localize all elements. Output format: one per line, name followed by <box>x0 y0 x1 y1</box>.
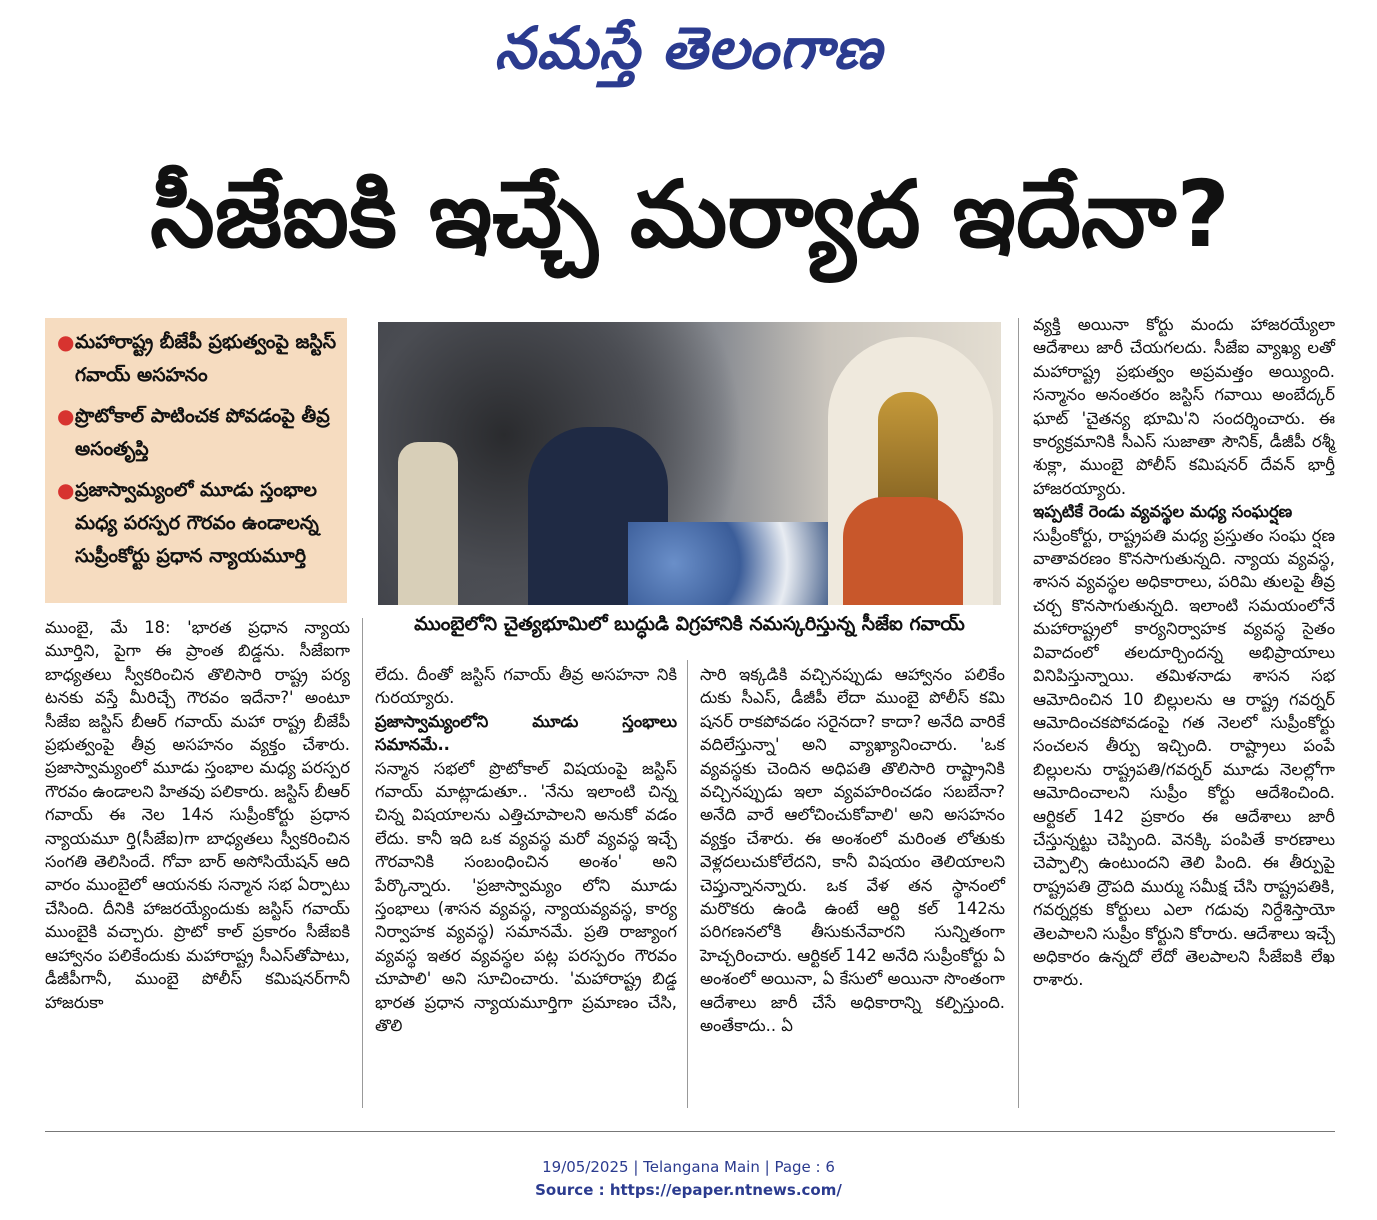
bullet-dot-icon: ● <box>57 330 75 354</box>
photo-monk <box>843 497 963 605</box>
article-column-4 <box>1033 313 1335 992</box>
footer-source-line: Source : https://epaper.ntnews.com/ <box>535 1181 842 1199</box>
bullet-dot-icon: ● <box>57 478 75 502</box>
article-paragraph: లేదు. దీంతో జస్టిస్ గవాయ్ తీవ్ర అసహనా నికి గురయ్యారు. <box>375 665 677 708</box>
article-column-2 <box>375 663 677 1038</box>
news-photo <box>378 322 1001 605</box>
article-subheading: ఇప్పటికే రెండు వ్యవస్థల మధ్య సంఘర్షణ <box>1033 502 1293 522</box>
bullet-dot-icon: ● <box>57 404 75 428</box>
highlight-item <box>57 400 337 466</box>
photo-police-officer <box>398 442 458 605</box>
column-divider <box>687 660 688 1108</box>
highlight-text: మహారాష్ట్ర బీజేపీ ప్రభుత్వంపై జస్టిస్ గవాయ్ అసహనం <box>75 331 337 386</box>
highlight-item <box>57 326 337 392</box>
article-paragraph: సారి ఇక్కడికి వచ్చినప్పుడు ఆహ్వానం పలికేం దుకు సీఎస్, డీజీపీ లేదా ముంబై పోలీస్ కమి షనర్ రాకపోవడం సరైనదా? కాదా? అనేది వారికే వదిలేస్తున్నా' అని వ్యాఖ్యానించారు. 'ఒక వ్యవస్థకు చెందిన అధిపతి తొలిసారి రాష్ట్రానికి వచ్చినప్పుడు ఇలా వ్యవహరించడం సబబేనా? అనేది వారే ఆలోచించుకోవాలి' అని అసహనం వ్యక్తం చేశారు. ఈ అంశంలో మరింత లోతుకు వెళ్లదలుచుకోలేదని, కానీ విషయం తెలియాలని చెప్తున్నానన్నారు. ఒక వేళ తన స్థానంలో మరొకరు ఉండి ఉంటే ఆర్టి కల్ 142ను పరిగణనలోకి తీసుకునేవారని సున్నితంగా హెచ్చరించారు. ఆర్టికల్ 142 అనేది సుప్రీంకోర్టు ఏ అంశంలో అయినా, ఏ కేసులో అయినా సొంతంగా ఆదేశాలు జారీ చేసే అధికారాన్ని కల్పిస్తుంది. అంతేకాదు.. ఏ <box>700 665 1005 1036</box>
highlight-item <box>57 474 337 573</box>
photo-flowers <box>628 522 858 605</box>
newspaper-masthead: నమస్తే తెలంగాణ <box>494 14 883 82</box>
article-paragraph: సుప్రీంకోర్టు, రాష్ట్రపతి మధ్య ప్రస్తుతం సంఘ ర్షణ వాతావరణం కొనసాగుతున్నది. న్యాయ వ్యవస్థ, శాసన వ్యవస్థల అధికారాలు, పరిమి తులపై తీవ్ర చర్చ కొనసాగుతున్నది. ఇలాంటి సమయంలోనే మహారాష్ట్రలో కార్యనిర్వాహక వ్యవస్థ సైతం వివాదంలో తలదూర్చిందన్న అభిప్రాయాలు వినిపిస్తున్నాయి. తమిళనాడు శాసన సభ ఆమోదించిన 10 బిల్లులను ఆ రాష్ట్ర గవర్నర్ ఆమోదించకపోవడంపై గత నెలలో సుప్రీంకోర్టు సంచలన తీర్పు ఇచ్చింది. రాష్ట్రాలు పంపే బిల్లులను రాష్ట్రపతి/గవర్నర్ మూడు నెలల్లోగా ఆమోదించాలని సుప్రీం కోర్టు ఆదేశించింది. ఆర్టికల్ 142 ప్రకారం ఈ ఆదేశాలు జారీ చేస్తున్నట్టు చెప్పింది. వెనక్కి పంపితే కారణాలు చెప్పాల్సి ఉంటుందని తెలి పింది. ఈ తీర్పుపై రాష్ట్రపతి ద్రౌపది ముర్ము సమీక్ష చేసి రాష్ట్రపతికి, గవర్నర్లకు కోర్టులు ఎలా గడువు నిర్దేశిస్తాయో తెలపాలని సుప్రీం కోర్టుని కోరారు. ఆదేశాలు ఇచ్చే అధికారం ఉన్నదో లేదో తెలపాలని సీజేఐకి లేఖ రాశారు. <box>1033 525 1335 990</box>
highlight-text: ప్రొటోకాల్ పాటించక పోవడంపై తీవ్ర అసంతృప్తి <box>75 405 330 460</box>
highlights-box <box>45 318 347 603</box>
footer-date-line: 19/05/2025 | Telangana Main | Page : 6 <box>542 1158 835 1176</box>
article-headline: సీజేఐకి ఇచ్చే మర్యాద ఇదేనా? <box>150 161 1230 268</box>
article-column-1 <box>45 616 350 1014</box>
footer-rule <box>45 1131 1335 1132</box>
column-divider <box>1018 318 1019 1108</box>
column-divider <box>362 618 363 1108</box>
article-paragraph: వ్యక్తి అయినా కోర్టు మందు హాజరయ్యేలా ఆదేశాలు జారీ చేయగలదు. సీజేఐ వ్యాఖ్య లతో మహారాష్ట్ర ప్రభుత్వం అప్రమత్తం అయ్యింది. సన్మానం అనంతరం జస్టిస్ గవాయి అంబేద్కర్ ఘాట్ 'చైతన్య భూమి'ని సందర్శించారు. ఈ కార్యక్రమానికి సీఎస్ సుజాతా సౌనిక్, డీజీపీ రశ్మీ శుక్లా, ముంబై పోలీస్ కమిషనర్ దేవన్ భార్తీ హాజరయ్యారు. <box>1033 315 1335 498</box>
article-paragraph: సన్మాన సభలో ప్రొటోకాల్ విషయంపై జస్టిస్ గవాయ్ మాట్లాడుతూ.. 'నేను ఇలాంటి చిన్న చిన్న విషయాలను ఎత్తిచూపాలని అనుకో వడం లేదు. కానీ ఇది ఒక వ్యవస్థ మరో వ్యవస్థ ఇచ్చే గౌరవానికి సంబంధించిన అంశం' అని పేర్కొన్నారు. 'ప్రజాస్వామ్యం లోని మూడు స్తంభాలు (శాసన వ్యవస్థ, న్యాయవ్యవస్థ, కార్య నిర్వాహక వ్యవస్థ) సమానమే. ప్రతి రాజ్యాంగ వ్యవస్థ ఇతర వ్యవస్థల పట్ల పరస్పరం గౌరవం చూపాలి' అని సూచించారు. 'మహారాష్ట్ర బిడ్డ భారత ప్రధాన న్యాయమూర్తిగా ప్రమాణం చేసి, తొలి <box>375 758 677 1036</box>
article-column-3 <box>700 663 1005 1038</box>
article-paragraph: ముంబై, మే 18: 'భారత ప్రధాన న్యాయ మూర్తిని, పైగా ఈ ప్రాంత బిడ్డను. సీజేఐగా బాధ్యతలు స్వీకరించిన తొలిసారి రాష్ట్ర పర్య టనకు వస్తే మీరిచ్చే గౌరవం ఇదేనా?' అంటూ సీజేఐ జస్టిస్ బీఆర్ గవాయ్ మహా రాష్ట్ర బీజేపీ ప్రభుత్వంపై తీవ్ర అసహనం వ్యక్తం చేశారు. ప్రజాస్వామ్యంలో మూడు స్తంభాల మధ్య పరస్పర గౌరవం ఉండాలని హితవు పలికారు. జస్టిస్ బీఆర్ గవాయ్ ఈ నెల 14న సుప్రీంకోర్టు ప్రధాన న్యాయమూ ర్తి(సీజేఐ)గా బాధ్యతలు స్వీకరించిన సంగతి తెలిసిందే. గోవా బార్ అసోసియేషన్ ఆది వారం ముంబైలో ఆయనకు సన్మాన సభ ఏర్పాటు చేసింది. దీనికి హాజరయ్యేందుకు జస్టిస్ గవాయ్ ముంబైకి వచ్చారు. ప్రొటో కాల్ ప్రకారం సీజేఐకి ఆహ్వానం పలికేందుకు మహారాష్ట్ర సీఎస్‌తోపాటు, డీజీపీగానీ, ముంబై పోలీస్ కమిషనర్‌గానీ హాజరుకా <box>45 618 350 1012</box>
photo-caption: ముంబైలోని చైత్యభూమిలో బుద్ధుడి విగ్రహానికి నమస్కరిస్తున్న సీజేఐ గవాయ్ <box>414 613 965 635</box>
highlight-text: ప్రజాస్వామ్యంలో మూడు స్తంభాల మధ్య పరస్పర గౌరవం ఉండాలన్న సుప్రీంకోర్టు ప్రధాన న్యాయమూర్తి <box>75 479 319 567</box>
article-subheading: ప్రజాస్వామ్యంలోని మూడు స్తంభాలు సమానమే.. <box>375 711 677 755</box>
